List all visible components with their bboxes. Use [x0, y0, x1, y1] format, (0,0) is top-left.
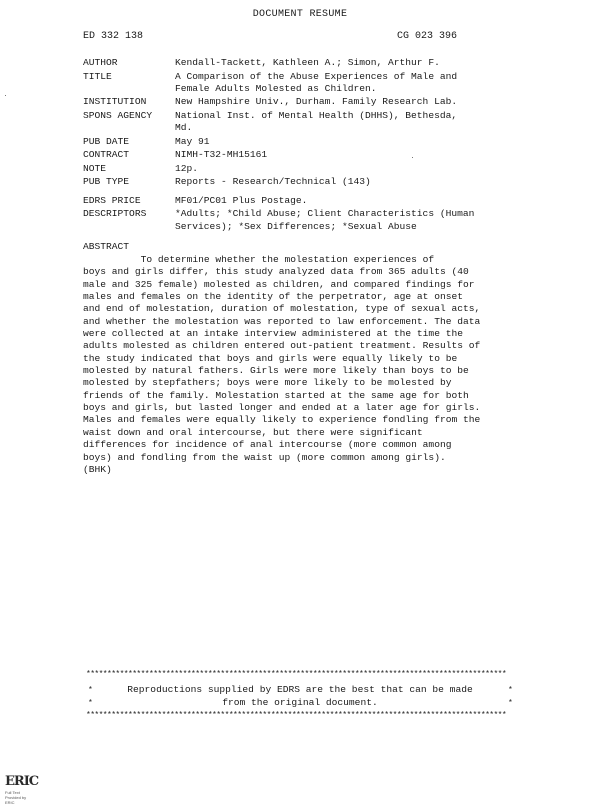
abstract-line: were collected at an intake interview administered at the time the: [83, 328, 463, 340]
star-border-right: *: [508, 686, 513, 695]
abstract-line: males and females on the identity of the perpetrator, age at onset: [83, 291, 463, 303]
field-label: EDRS PRICE: [83, 194, 141, 206]
abstract-body: [83, 254, 523, 476]
field-label: SPONS AGENCY: [83, 109, 153, 121]
field-label: PUB TYPE: [83, 176, 130, 188]
abstract-line: differences for incidence of anal intercourse (more common among: [83, 439, 452, 451]
field-edrs-price: [83, 195, 523, 207]
abstract-line: adults molested as children entered out-patient treatment. Results of: [83, 340, 481, 352]
field-value: Kendall-Tackett, Kathleen A.; Simon, Arthur F.: [175, 57, 440, 68]
abstract-line: and end of molestation, duration of molestation, type of sexual acts,: [83, 303, 481, 315]
field-label: PUB DATE: [83, 135, 130, 147]
field-pub-date: [83, 136, 523, 148]
field-spons-agency: [83, 110, 523, 135]
field-value: New Hampshire Univ., Durham. Family Research Lab.: [175, 96, 458, 108]
field-value: *Adults; *Child Abuse; Client Characteristics (Human Services); *Sex Differences; *Sexual Abuse: [175, 208, 475, 232]
abstract-line: (BHK): [83, 463, 112, 475]
field-descriptors: [83, 208, 523, 233]
field-value: NIMH-T32-MH15161: [175, 149, 268, 161]
abstract-line: boys and girls differ, this study analyzed data from 365 adults (40: [83, 266, 469, 278]
abstract-line: molested by stepfathers; boys were more likely to be molested by: [83, 377, 452, 389]
field-label: TITLE: [83, 70, 112, 82]
field-label: AUTHOR: [83, 57, 118, 68]
eric-logo: [5, 772, 39, 805]
abstract-line: To determine whether the molestation experiences of: [83, 254, 435, 265]
field-label: NOTE: [83, 162, 107, 174]
abstract-line: Males and females were equally likely to experience fondling from the: [83, 414, 481, 426]
abstract-label: ABSTRACT: [83, 241, 130, 252]
field-label: INSTITUTION: [83, 96, 147, 108]
star-border-left: *: [88, 686, 93, 695]
eric-logo-subtext: Full Text Provided by ERIC: [5, 790, 27, 805]
field-value: A Comparison of the Abuse Experiences of Male and Female Adults Molested as Children.: [175, 70, 458, 94]
field-value: Reports - Research/Technical (143): [175, 176, 371, 188]
abstract-line: friends of the family. Molestation started at the same age for both: [83, 389, 469, 401]
field-value: 12p.: [175, 162, 199, 174]
star-border-left: *: [88, 699, 93, 708]
document-title: DOCUMENT RESUME: [252, 9, 348, 20]
field-value: May 91: [175, 135, 210, 147]
field-author: [83, 57, 523, 69]
metadata-fields: [83, 57, 523, 234]
abstract-line: boys) and fondling from the waist up (more common among girls).: [83, 451, 446, 463]
abstract-line: boys and girls, but lasted longer and ended at a later age for girls.: [83, 402, 481, 414]
star-border-bottom: ****************************************************************************************************: [86, 711, 507, 720]
star-border-right: *: [508, 699, 513, 708]
field-label: DESCRIPTORS: [83, 208, 147, 220]
field-contract: [83, 149, 523, 161]
eric-logo-text: ERIC: [5, 774, 39, 789]
star-border-top: ****************************************************************************************************: [86, 670, 507, 679]
abstract-line: molested by natural fathers. Girls were more likely than boys to be: [83, 365, 469, 377]
field-pub-type: [83, 176, 523, 188]
abstract-line: waist down and oral intercourse, but there were significant: [83, 426, 423, 438]
field-title: [83, 71, 523, 96]
abstract-line: the study indicated that boys and girls were equally likely to be: [83, 352, 458, 364]
field-value: MF01/PC01 Plus Postage.: [175, 194, 308, 206]
reproduction-notice: Reproductions supplied by EDRS are the best that can be made: [127, 684, 473, 695]
cg-number: CG 023 396: [397, 31, 458, 42]
abstract-line: and whether the molestation was reported to law enforcement. The data: [83, 315, 481, 327]
field-institution: [83, 96, 523, 108]
field-note: [83, 163, 523, 175]
field-value: National Inst. of Mental Health (DHHS), Bethesda, Md.: [175, 109, 458, 134]
reproduction-notice-line2: from the original document.: [222, 697, 378, 708]
abstract-line: male and 325 female) molested as children, and compared findings for: [83, 278, 475, 290]
ed-number: ED 332 138: [83, 31, 144, 42]
field-label: CONTRACT: [83, 149, 130, 161]
